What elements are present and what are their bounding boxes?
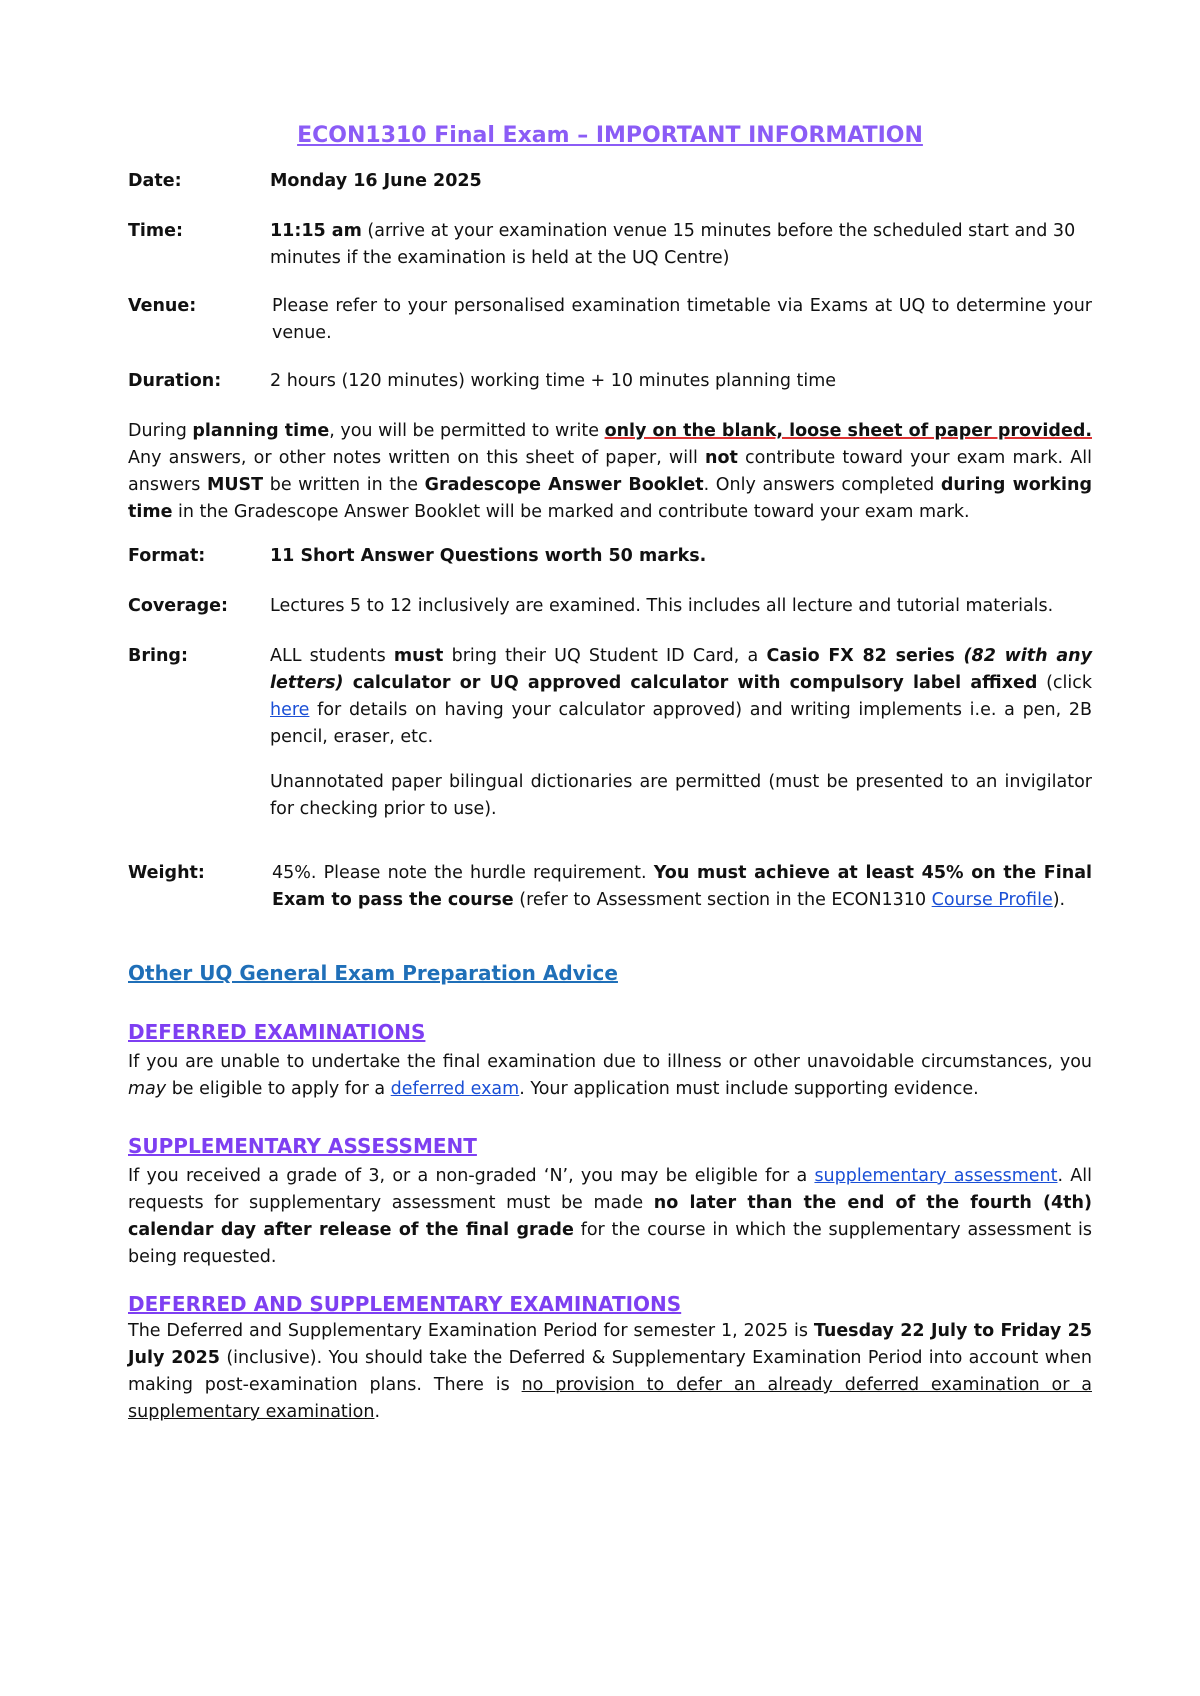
page-title: ECON1310 Final Exam – IMPORTANT INFORMATION [297,123,923,148]
weight-label: Weight: [128,863,205,883]
weight-value: 45%. Please note the hurdle requirement. You must achieve at least 45% on the Final Exam to pass the course (refer to Assessment section in the ECON1310 Course Profile). [272,863,1092,910]
deferred-heading: DEFERRED EXAMINATIONS [128,1020,426,1044]
dictionary-note: Unannotated paper bilingual dictionaries are permitted (must be presented to an invigilator for checking prior to use). [270,772,1092,819]
venue-label: Venue: [128,296,197,316]
date-value: Monday 16 June 2025 [270,171,482,191]
venue-value: Please refer to your personalised examination timetable via Exams at UQ to determine your venue. [272,296,1092,343]
deferred-supp-paragraph: The Deferred and Supplementary Examination Period for semester 1, 2025 is Tuesday 22 July to Friday 25 July 2025 (inclusive). You should take the Deferred & Supplementary Examination Period into account when making post-examination plans. There is no provision to defer an already deferred examination or a supplementary examination. [128,1321,1092,1422]
supplementary-paragraph: If you received a grade of 3, or a non-graded ‘N’, you may be eligible for a supplementary assessment. All requests for supplementary assessment must be made no later than the end of the fourth (4th) calendar day after release of the final grade for the course in which the supplementary assessment is being requested. [128,1166,1092,1267]
planning-time-paragraph: During planning time, you will be permitted to write only on the blank, loose sheet of paper provided. Any answers, or other notes written on this sheet of paper, will not contribute toward your exam mark. All answers MUST be written in the Gradescope Answer Booklet. Only answers completed during working time in the Gradescope Answer Booklet will be marked and contribute toward your exam mark. [128,421,1093,522]
bring-label: Bring: [128,646,188,666]
deferred-exam-link[interactable]: deferred exam [390,1079,520,1099]
time-label: Time: [128,221,184,241]
time-value: 11:15 am (arrive at your examination venue 15 minutes before the scheduled start and 30 minutes if the examination is held at the UQ Centre) [270,221,1076,268]
supplementary-assessment-link[interactable]: supplementary assessment [814,1166,1058,1186]
course-profile-link[interactable]: Course Profile [931,890,1053,910]
deferred-supp-heading: DEFERRED AND SUPPLEMENTARY EXAMINATIONS [128,1292,682,1316]
deferred-paragraph: If you are unable to undertake the final examination due to illness or other unavoidable circumstances, you may be eligible to apply for a deferred exam. Your application must include supporting evidence. [128,1052,1092,1099]
format-value: 11 Short Answer Questions worth 50 marks. [270,546,707,566]
coverage-value: Lectures 5 to 12 inclusively are examined. This includes all lecture and tutorial materials. [270,596,1054,616]
duration-label: Duration: [128,371,222,391]
bring-value: ALL students must bring their UQ Student ID Card, a Casio FX 82 series (82 with any letters) calculator or UQ approved calculator with compulsory label affixed (click here for details on having your calculator approved) and writing implements i.e. a pen, 2B pencil, eraser, etc. [270,646,1093,747]
format-label: Format: [128,546,206,566]
coverage-label: Coverage: [128,596,228,616]
date-label: Date: [128,171,182,191]
calculator-here-link[interactable]: here [270,700,310,720]
other-exam-advice-link[interactable]: Other UQ General Exam Preparation Advice [128,961,618,985]
supplementary-heading: SUPPLEMENTARY ASSESSMENT [128,1134,477,1158]
duration-value: 2 hours (120 minutes) working time + 10 minutes planning time [270,371,837,391]
